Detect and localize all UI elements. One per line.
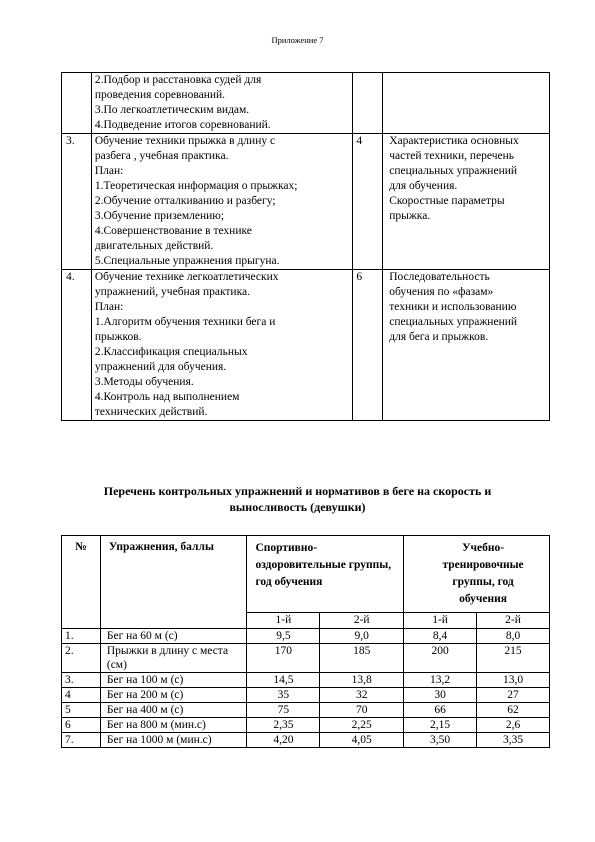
norms-num: 1. bbox=[62, 629, 101, 644]
norms-year: 1-й bbox=[247, 613, 320, 629]
lesson-row bbox=[62, 134, 550, 270]
lesson-content-line: Скоростные параметры bbox=[389, 195, 505, 207]
norms-value: 9,5 bbox=[247, 629, 320, 644]
norms-row bbox=[62, 703, 550, 718]
norms-year: 2-й bbox=[320, 613, 404, 629]
norms-year: 1-й bbox=[404, 613, 477, 629]
norms-value: 13,2 bbox=[404, 673, 477, 688]
lesson-topic-line: проведения соревнований. bbox=[94, 89, 226, 101]
lesson-hours bbox=[353, 73, 383, 134]
norms-header-group1: Спортивно-оздоровительные группы, год обучения bbox=[247, 536, 404, 613]
lesson-topic-line: Обучение техники прыжка в длину с bbox=[94, 135, 276, 147]
norms-value: 2,35 bbox=[247, 718, 320, 733]
lesson-content-line: прыжка. bbox=[389, 210, 431, 222]
norms-value: 32 bbox=[320, 688, 404, 703]
norms-num: 3. bbox=[62, 673, 101, 688]
norms-value: 3,35 bbox=[477, 733, 550, 748]
norms-exercise: Бег на 200 м (с) bbox=[100, 688, 247, 703]
norms-value: 30 bbox=[404, 688, 477, 703]
norms-exercise: Бег на 800 м (мин.с) bbox=[100, 718, 247, 733]
lesson-content-line: специальных упражнений bbox=[389, 165, 518, 177]
norms-row bbox=[62, 644, 550, 673]
lesson-topic-line: 2.Классификация специальных bbox=[94, 346, 248, 358]
lesson-content-line: частей техники, перечень bbox=[389, 150, 515, 162]
norms-title bbox=[0, 483, 595, 515]
lesson-topic-line: 1.Алгоритм обучения техники бега и bbox=[94, 316, 276, 328]
norms-num: 4 bbox=[62, 688, 101, 703]
norms-value: 13,8 bbox=[320, 673, 404, 688]
norms-value: 200 bbox=[404, 644, 477, 673]
norms-value: 62 bbox=[477, 703, 550, 718]
lesson-content bbox=[383, 73, 550, 134]
lesson-topic-line: 4.Контроль над выполнением bbox=[94, 391, 240, 403]
norms-value: 75 bbox=[247, 703, 320, 718]
norms-value: 4,05 bbox=[320, 733, 404, 748]
norms-exercise: Прыжки в длину с места (см) bbox=[100, 644, 247, 673]
norms-exercise: Бег на 400 м (с) bbox=[100, 703, 247, 718]
lesson-content-line: Характеристика основных bbox=[389, 135, 519, 147]
lesson-topic bbox=[91, 134, 353, 270]
norms-value: 185 bbox=[320, 644, 404, 673]
lesson-num: 3. bbox=[62, 134, 92, 270]
norms-value: 70 bbox=[320, 703, 404, 718]
lesson-topic-line: 3.Обучение приземлению; bbox=[94, 210, 225, 222]
lesson-topic-line: 2.Обучение отталкиванию и разбегу; bbox=[94, 195, 276, 207]
norms-value: 3,50 bbox=[404, 733, 477, 748]
norms-title-line: выносливость (девушки) bbox=[229, 500, 366, 514]
lesson-topic-line: двигательных действий. bbox=[94, 240, 214, 252]
norms-row bbox=[62, 629, 550, 644]
lesson-topic-line: 5.Специальные упражнения прыгуна. bbox=[94, 255, 280, 267]
norms-value: 170 bbox=[247, 644, 320, 673]
lesson-topic-line: прыжков. bbox=[94, 331, 142, 343]
lesson-content-line: специальных упражнений bbox=[389, 316, 518, 328]
norms-num: 7. bbox=[62, 733, 101, 748]
lesson-topic bbox=[91, 73, 353, 134]
appendix-label: Приложение 7 bbox=[271, 35, 324, 45]
lesson-topic-line: 3.Методы обучения. bbox=[94, 376, 194, 388]
norms-header-num: № bbox=[62, 536, 101, 629]
lesson-hours: 6 bbox=[353, 270, 383, 421]
lesson-topic-line: 3.По легкоатлетическим видам. bbox=[94, 104, 250, 116]
norms-exercise: Бег на 100 м (с) bbox=[100, 673, 247, 688]
lesson-content-line: для бега и прыжков. bbox=[389, 331, 489, 343]
norms-header-group2: Учебно-тренировочные группы, год обучения bbox=[404, 536, 550, 613]
norms-year: 2-й bbox=[477, 613, 550, 629]
norms-value: 9,0 bbox=[320, 629, 404, 644]
lesson-topic-line: 4.Совершенствование в технике bbox=[94, 225, 252, 237]
lesson-content bbox=[383, 134, 550, 270]
norms-value: 215 bbox=[477, 644, 550, 673]
norms-exercise: Бег на 60 м (с) bbox=[100, 629, 247, 644]
norms-header-exercise: Упражнения, баллы bbox=[100, 536, 247, 629]
lesson-num: 4. bbox=[62, 270, 92, 421]
lesson-topic-line: упражнений, учебная практика. bbox=[94, 286, 250, 298]
lesson-topic-line: упражнений для обучения. bbox=[94, 361, 227, 373]
norms-row bbox=[62, 688, 550, 703]
norms-row bbox=[62, 673, 550, 688]
norms-row bbox=[62, 718, 550, 733]
norms-num: 5 bbox=[62, 703, 101, 718]
norms-exercise: Бег на 1000 м (мин.с) bbox=[100, 733, 247, 748]
lesson-topic-line: 4.Подведение итогов соревнований. bbox=[94, 119, 271, 131]
norms-value: 35 bbox=[247, 688, 320, 703]
norms-row bbox=[62, 733, 550, 748]
norms-value: 8,4 bbox=[404, 629, 477, 644]
norms-value: 66 bbox=[404, 703, 477, 718]
lesson-content-line: техники и использованию bbox=[389, 301, 517, 313]
lesson-topic-line: Обучение технике легкоатлетических bbox=[94, 271, 279, 283]
lesson-topic-line: План: bbox=[94, 165, 124, 177]
lesson-content-line: обучения по «фазам» bbox=[389, 286, 494, 298]
norms-value: 8,0 bbox=[477, 629, 550, 644]
lesson-row bbox=[62, 73, 550, 134]
lesson-topic-line: разбега , учебная практика. bbox=[94, 150, 229, 162]
norms-table bbox=[61, 535, 550, 748]
norms-value: 2,25 bbox=[320, 718, 404, 733]
norms-value: 13,0 bbox=[477, 673, 550, 688]
lesson-plan-table bbox=[61, 72, 550, 421]
lesson-topic-line: План: bbox=[94, 301, 124, 313]
lesson-row bbox=[62, 270, 550, 421]
norms-title-line: Перечень контрольных упражнений и нормативов в беге на скорость и bbox=[103, 484, 492, 498]
lesson-content-line: Последовательность bbox=[389, 271, 490, 283]
norms-value: 2,15 bbox=[404, 718, 477, 733]
lesson-num bbox=[62, 73, 92, 134]
norms-num: 6 bbox=[62, 718, 101, 733]
lesson-topic-line: технических действий. bbox=[94, 406, 208, 418]
norms-value: 4,20 bbox=[247, 733, 320, 748]
norms-num: 2. bbox=[62, 644, 101, 673]
norms-value: 27 bbox=[477, 688, 550, 703]
norms-value: 14,5 bbox=[247, 673, 320, 688]
lesson-hours: 4 bbox=[353, 134, 383, 270]
lesson-content-line: для обучения. bbox=[389, 180, 458, 192]
lesson-content bbox=[383, 270, 550, 421]
lesson-topic-line: 2.Подбор и расстановка судей для bbox=[94, 74, 262, 86]
lesson-topic bbox=[91, 270, 353, 421]
lesson-topic-line: 1.Теоретическая информация о прыжках; bbox=[94, 180, 298, 192]
norms-value: 2,6 bbox=[477, 718, 550, 733]
norms-header-row bbox=[62, 536, 550, 613]
